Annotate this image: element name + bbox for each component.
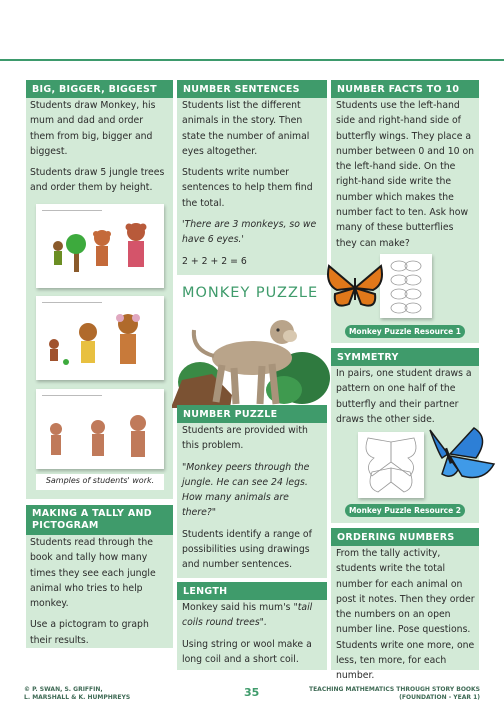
student-worksheet-1 [36, 204, 164, 288]
monkey-drawings-1 [36, 204, 164, 288]
tally-pictogram-heading: MAKING A TALLY AND PICTOGRAM [26, 505, 173, 535]
resource-2-button[interactable]: Monkey Puzzle Resource 2 [345, 504, 465, 517]
length-p2: Using string or wool make a long coil and a short coil. [182, 638, 312, 665]
ordering-numbers-heading: ORDERING NUMBERS [331, 528, 479, 546]
number-puzzle-text [182, 423, 324, 579]
monkey-drawings-3 [36, 389, 164, 469]
number-puzzle-p1: Students are provided with this problem. [182, 425, 308, 452]
monarch-butterfly-image [325, 258, 385, 318]
monkey-puzzle-title: MONKEY PUZZLE [182, 285, 319, 301]
length-p1-text: Monkey said his mum's [182, 602, 294, 613]
samples-caption: Samples of students' work. [36, 474, 164, 490]
big-bigger-biggest-p1: Students draw Monkey, his mum and dad and order them from big, bigger and biggest. [30, 100, 156, 157]
number-sentences-heading: NUMBER SENTENCES [177, 80, 327, 98]
footer-copyright [24, 686, 174, 702]
length-text [182, 600, 324, 673]
ordering-numbers-text [336, 546, 476, 690]
footer-copyright-line1: © P. SWAN, S. GRIFFIN, [24, 686, 103, 693]
footer-book-title-line2: (FOUNDATION - YEAR 1) [399, 694, 480, 701]
tally-pictogram-p1: Students read through the book and tally how many times they see each jungle animal who tries to help monkey. [30, 537, 156, 610]
top-rule [0, 59, 504, 61]
monkey-drawings-2 [36, 296, 164, 380]
butterfly-worksheet-2 [358, 432, 424, 498]
number-sentences-p1: Students list the different animals in the story. Then state the number of animal eyes altogether. [182, 100, 310, 157]
length-heading: LENGTH [177, 582, 327, 600]
butterfly-worksheet-1 [380, 254, 432, 318]
number-facts-p1: Students use the left-hand side and right-hand side of butterfly wings. They place a number between 0 and 10 on the left-hand side. On the right-hand side write the number which makes the number fact to ten. Ask how many of these butterflies they can make? [336, 100, 475, 249]
ordering-numbers-p1: From the tally activity, students write the total number for each animal on post it notes. Then they order the numbers on an open number line. Pose questions. Students write one more, one less, ten more, for each number. [336, 548, 475, 682]
number-sentences-p2: Students write number sentences to help them find the total. [182, 167, 313, 209]
number-puzzle-heading: NUMBER PUZZLE [177, 405, 327, 423]
footer-book-title [300, 686, 480, 702]
number-sentences-sum: 2 + 2 + 2 = 6 [182, 255, 247, 267]
butterfly-outlines-1 [380, 254, 432, 318]
big-bigger-biggest-text [30, 98, 170, 202]
number-puzzle-quote: "Monkey peers through the jungle. He can see 24 legs. How many animals are there?" [182, 461, 310, 519]
big-bigger-biggest-heading: BIG, BIGGER, BIGGEST [26, 80, 173, 98]
resource-1-button[interactable]: Monkey Puzzle Resource 1 [345, 325, 465, 338]
number-puzzle-p2: Students identify a range of possibilities using drawings and number sentences. [182, 528, 312, 571]
footer-copyright-line2: L. MARSHALL & K. HUMPHREYS [24, 694, 131, 701]
number-facts-heading: NUMBER FACTS TO 10 [331, 80, 479, 98]
tally-pictogram-p2: Use a pictogram to graph their results. [30, 619, 149, 646]
number-facts-text [336, 98, 476, 257]
number-sentences-quote: 'There are 3 monkeys, so we have 6 eyes.' [182, 219, 317, 246]
symmetry-p1: In pairs, one student draws a pattern on one half of the butterfly and their partner draws the other side. [336, 368, 472, 425]
big-bigger-biggest-p2: Students draw 5 jungle trees and order them by height. [30, 167, 165, 194]
blue-butterfly-image [428, 424, 498, 488]
page-number: 35 [244, 686, 260, 699]
monkey-illustration [172, 300, 332, 410]
symmetry-heading: SYMMETRY [331, 348, 479, 366]
length-p1-quote: "tail coils round trees". [182, 602, 313, 629]
student-worksheet-3 [36, 389, 164, 469]
student-worksheet-2 [36, 296, 164, 380]
number-sentences-text [182, 98, 324, 275]
footer-book-title-line1: TEACHING MATHEMATICS THROUGH STORY BOOKS [308, 686, 480, 693]
tally-pictogram-text [30, 535, 170, 654]
length-p1 [182, 600, 324, 631]
butterfly-outlines-2 [358, 432, 424, 498]
